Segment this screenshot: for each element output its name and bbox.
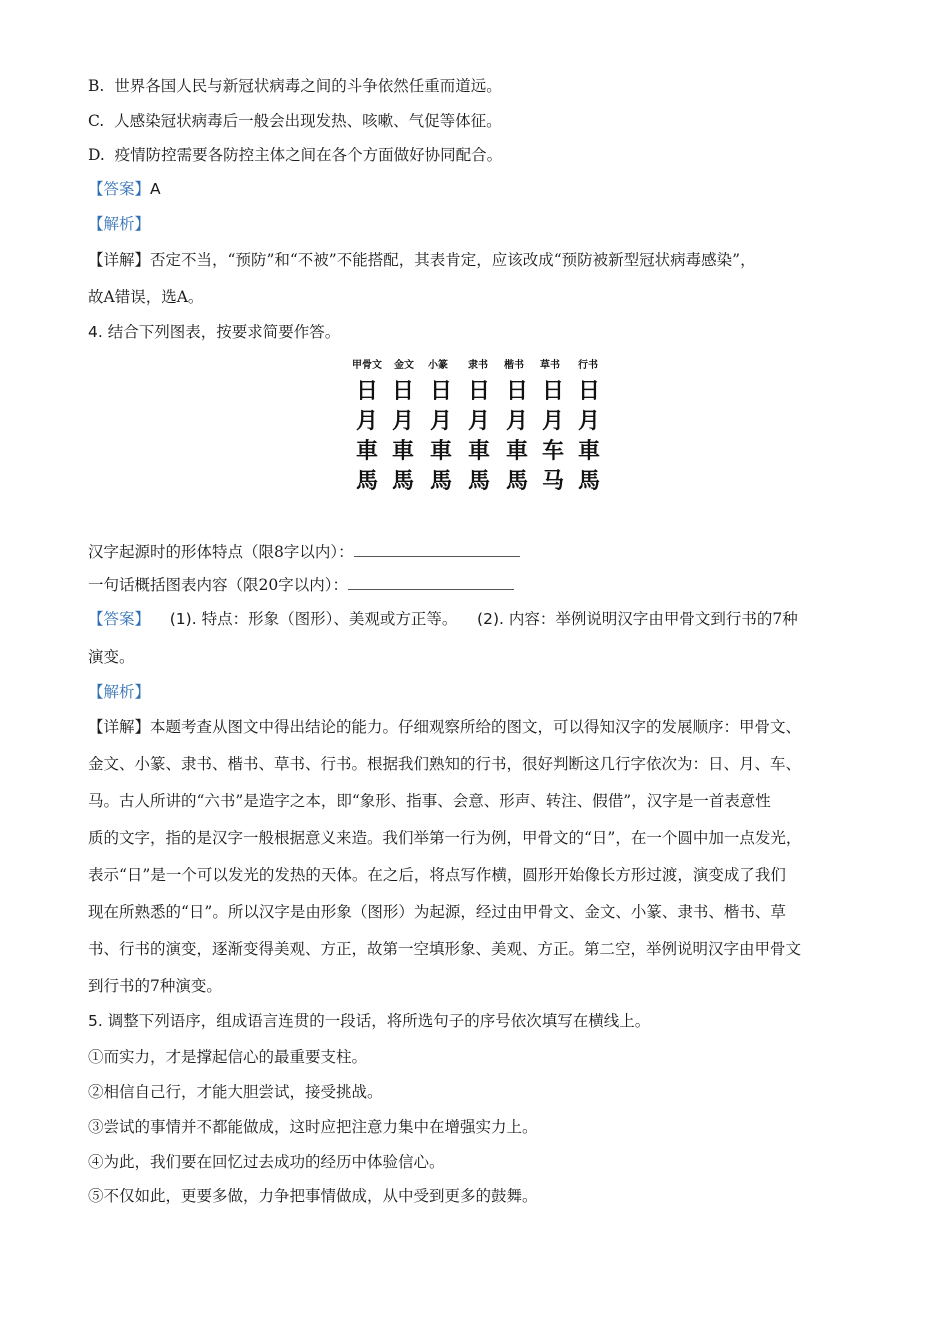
q4-field-1: 汉字起源时的形体特点（限8字以内）： [88, 541, 520, 563]
q3-analysis [88, 213, 150, 235]
q4-detail-line-7: 书、行书的演变，逐渐变得美观、方正，故第一空填形象、美观、方正。第二空，举例说明汉字由甲骨文 [88, 940, 802, 958]
chart-glyph-r0-c3: 日 [467, 378, 490, 404]
question-number: 5. [88, 1012, 103, 1030]
chart-header-6: 行书 [578, 360, 598, 371]
option-c: C. 人感染冠状病毒后一般会出现发热、咳嗽、气促等体征。 [88, 112, 502, 130]
chart-glyph-r3-c0: 馬 [355, 468, 378, 494]
detail-tag: 【详解】 [88, 718, 151, 736]
chart-glyph-r1-c4: 月 [505, 408, 528, 434]
answer-blank-2[interactable] [348, 575, 514, 590]
q4-detail-line-3: 马。古人所讲的“六书”是造字之本，即“象形、指事、会意、形声、转注、假借”，汉字是一首表意性 [88, 792, 771, 810]
q4-detail-line-2: 金文、小篆、隶书、楷书、草书、行书。根据我们熟知的行书，很好判断这几行字依次为：日、月、车、 [88, 755, 802, 773]
q4-answer-cont: 演变。 [88, 648, 135, 666]
chart-glyph-r1-c6: 月 [577, 408, 600, 434]
q4-field-2: 一句话概括图表内容（限20字以内）： [88, 574, 514, 596]
chart-header-1: 金文 [394, 360, 414, 371]
chart-glyph-r0-c0: 日 [355, 378, 378, 404]
chart-glyph-r1-c1: 月 [391, 408, 414, 434]
chart-header-2: 小篆 [428, 360, 448, 371]
chart-glyph-r1-c3: 月 [467, 408, 490, 434]
q3-detail-line-2: 故A错误，选A。 [88, 288, 204, 306]
chart-header-0: 甲骨文 [352, 360, 382, 371]
chart-glyph-r0-c5: 日 [541, 378, 564, 404]
option-b: B. 世界各国人民与新冠状病毒之间的斗争依然任重而道远。 [88, 77, 502, 95]
q4-prompt: 4. 结合下列图表，按要求简要作答。 [88, 323, 341, 341]
chart-glyph-r2-c5: 车 [541, 438, 564, 464]
chart-header-4: 楷书 [504, 360, 524, 371]
chart-glyph-r0-c6: 日 [577, 378, 600, 404]
chart-glyph-r2-c4: 車 [505, 438, 528, 464]
q4-detail-line-4: 质的文字，指的是汉字一般根据意义来造。我们举第一行为例，甲骨文的“日”，在一个圆中加一点发光， [88, 829, 802, 847]
chart-glyph-r2-c2: 車 [429, 438, 452, 464]
chart-glyph-r0-c4: 日 [505, 378, 528, 404]
q5-item-5: ⑤不仅如此，更要多做，力争把事情做成，从中受到更多的鼓舞。 [88, 1187, 538, 1205]
chart-glyph-r3-c2: 馬 [429, 468, 452, 494]
chart-glyph-r3-c1: 馬 [391, 468, 414, 494]
chart-glyph-r3-c3: 馬 [467, 468, 490, 494]
chart-glyph-r1-c5: 月 [541, 408, 564, 434]
q5-item-3: ③尝试的事情并不都能做成，这时应把注意力集中在增强实力上。 [88, 1118, 538, 1136]
answer-tag: 【答案】 [88, 610, 151, 628]
q4-detail-line-1: 【详解】本题考查从图文中得出结论的能力。仔细观察所给的图文，可以得知汉字的发展顺序：甲骨文、 [88, 718, 802, 736]
option-d: D. 疫情防控需要各防控主体之间在各个方面做好协同配合。 [88, 146, 503, 164]
chart-header-5: 草书 [540, 360, 560, 371]
chart-glyph-r2-c3: 車 [467, 438, 490, 464]
chart-glyph-r0-c1: 日 [391, 378, 414, 404]
chart-glyph-r2-c6: 車 [577, 438, 600, 464]
q5-item-4: ④为此，我们要在回忆过去成功的经历中体验信心。 [88, 1153, 445, 1171]
q3-detail-line-1: 【详解】否定不当，“预防”和“不被”不能搭配，其表肯定，应该改成“预防被新型冠状病毒感染”， [88, 251, 756, 269]
answer-blank-1[interactable] [354, 542, 520, 557]
answer-tag: 【答案】 [88, 180, 151, 198]
chart-glyph-r3-c5: 马 [541, 468, 564, 494]
detail-tag: 【详解】 [88, 251, 151, 269]
chart-glyph-r2-c0: 車 [355, 438, 378, 464]
q4-detail-line-8: 到行书的7种演变。 [88, 977, 222, 995]
q4-analysis [88, 681, 150, 703]
character-evolution-chart [346, 356, 606, 506]
chart-glyph-r3-c4: 馬 [505, 468, 528, 494]
q5-item-2: ②相信自己行，才能大胆尝试，接受挑战。 [88, 1083, 383, 1101]
q4-detail-line-5: 表示“日”是一个可以发光的发热的天体。在之后，将点写作横，圆形开始像长方形过渡，演变成了我们 [88, 866, 786, 884]
chart-glyph-r1-c0: 月 [355, 408, 378, 434]
q4-answer: 【答案】 (1). 特点：形象（图形）、美观或方正等。 (2). 内容：举例说明汉字由甲骨文到行书的7种 [88, 610, 798, 628]
analysis-tag: 【解析】 [88, 215, 151, 233]
analysis-tag: 【解析】 [88, 683, 151, 701]
chart-glyph-r3-c6: 馬 [577, 468, 600, 494]
chart-glyph-r0-c2: 日 [429, 378, 452, 404]
chart-glyph-r2-c1: 車 [391, 438, 414, 464]
chart-header-3: 隶书 [468, 360, 488, 371]
q5-prompt: 5. 调整下列语序，组成语言连贯的一段话，将所选句子的序号依次填写在横线上。 [88, 1012, 651, 1030]
q3-answer [88, 178, 161, 200]
chart-glyph-r1-c2: 月 [429, 408, 452, 434]
q4-detail-line-6: 现在所熟悉的“日”。所以汉字是由形象（图形）为起源，经过由甲骨文、金文、小篆、隶书、楷书、草 [88, 903, 786, 921]
answer-value: A [150, 180, 161, 198]
q5-item-1: ①而实力，才是撑起信心的最重要支柱。 [88, 1048, 368, 1066]
question-number: 4. [88, 323, 103, 341]
